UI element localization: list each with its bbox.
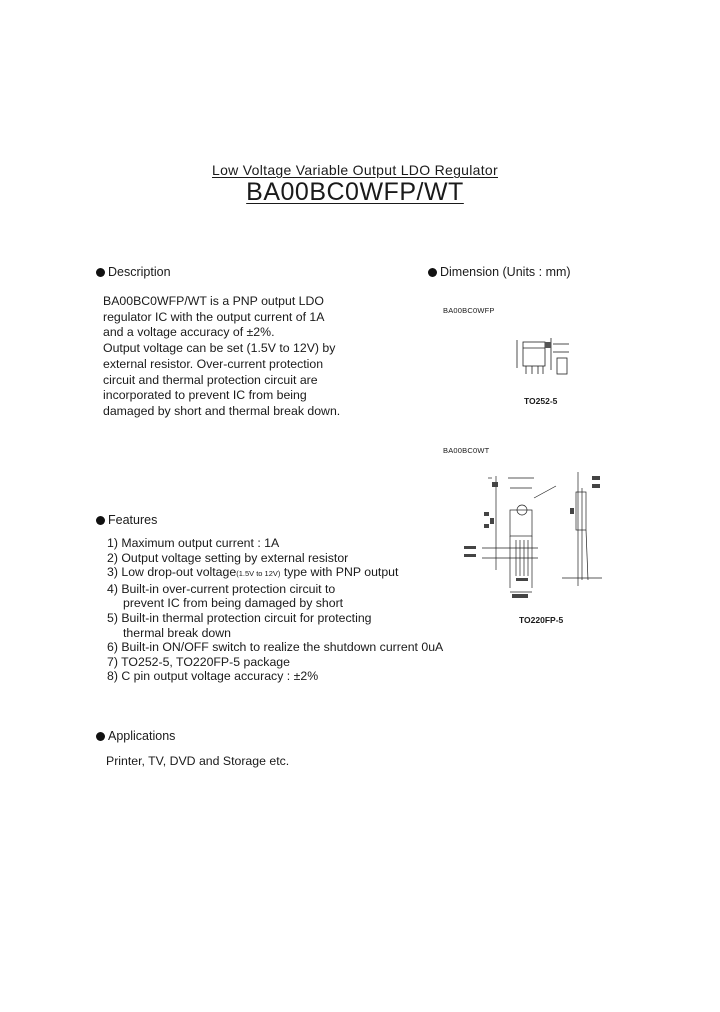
package2-label: TO220FP-5 bbox=[519, 615, 564, 625]
description-line: circuit and thermal protection circuit are bbox=[103, 372, 318, 387]
bullet-icon bbox=[428, 268, 437, 277]
applications-text: Printer, TV, DVD and Storage etc. bbox=[106, 754, 290, 768]
document-subtitle: Low Voltage Variable Output LDO Regulator bbox=[212, 162, 498, 178]
description-line: external resistor. Over-current protection bbox=[103, 356, 324, 371]
description-line: damaged by short and thermal break down. bbox=[103, 403, 341, 418]
bullet-icon bbox=[96, 732, 105, 741]
package1-name: BA00BC0WFP bbox=[443, 306, 495, 315]
feature-item: 6) Built-in ON/OFF switch to realize the shutdown current 0uA bbox=[107, 640, 444, 655]
description-line: BA00BC0WFP/WT is a PNP output LDO bbox=[103, 294, 324, 308]
feature-item: 3) Low drop-out voltage(1.5V to 12V) type with PNP output bbox=[107, 565, 399, 580]
feature-item: 5) Built-in thermal protection circuit for protecting thermal break down bbox=[107, 610, 372, 640]
description-line: and a voltage accuracy of ±2%. bbox=[103, 325, 275, 340]
to252-package-drawing bbox=[515, 334, 575, 384]
feature-item: 8) C pin output voltage accuracy : ±2% bbox=[107, 669, 319, 684]
feature-item: 1) Maximum output current : 1A bbox=[107, 536, 280, 550]
to220fp-package-drawing bbox=[462, 468, 612, 606]
description-line: Output voltage can be set (1.5V to 12V) by bbox=[103, 341, 336, 356]
description-heading: Description bbox=[96, 265, 171, 279]
package1-label: TO252-5 bbox=[524, 396, 558, 406]
description-line: incorporated to prevent IC from being bbox=[103, 388, 307, 403]
part-number-title: BA00BC0WFP/WT bbox=[246, 178, 464, 206]
applications-heading: Applications bbox=[96, 729, 175, 743]
feature-item: 4) Built-in over-current protection circuit to prevent IC from being damaged by short bbox=[107, 581, 344, 611]
voltage-range-small: (1.5V to 12V) bbox=[236, 569, 281, 579]
package2-name: BA00BC0WT bbox=[443, 446, 490, 455]
bullet-icon bbox=[96, 516, 105, 525]
features-list bbox=[107, 536, 443, 684]
description-text bbox=[103, 294, 340, 420]
feature-item: 7) TO252-5, TO220FP-5 package bbox=[107, 654, 290, 669]
dimension-heading: Dimension (Units : mm) bbox=[428, 265, 571, 279]
description-line: regulator IC with the output current of 1A bbox=[103, 309, 325, 324]
features-heading: Features bbox=[96, 513, 157, 527]
bullet-icon bbox=[96, 268, 105, 277]
feature-item: 2) Output voltage setting by external resistor bbox=[107, 550, 349, 565]
